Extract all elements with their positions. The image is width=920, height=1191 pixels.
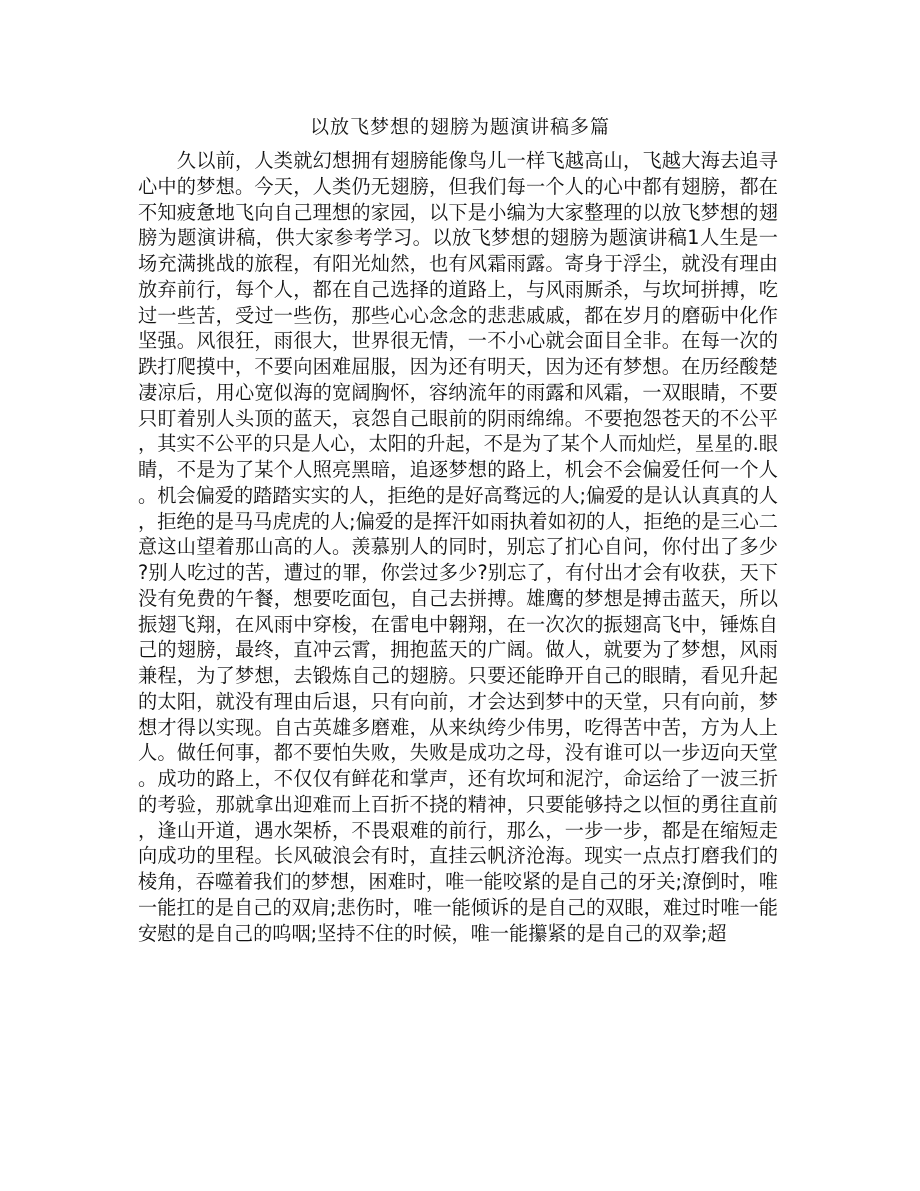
document-body: 久以前，人类就幻想拥有翅膀能像鸟儿一样飞越高山，飞越大海去追寻心中的梦想。今天，人类仍无翅膀，但我们每一个人的心中都有翅膀，都在不知疲惫地飞向自己理想的家园，以下是小编为大家整理的以放飞梦想的翅膀为题演讲稿，供大家参考学习。以放飞梦想的翅膀为题演讲稿1人生是一场充满挑战的旅程，有阳光灿然，也有风霜雨露。寄身于浮尘，就没有理由放弃前行，每个人，都在自己选择的道路上，与风雨厮杀，与坎坷拼搏，吃过一些苦，受过一些伤，那些心心念念的悲悲戚戚，都在岁月的磨砺中化作坚强。风很狂，雨很大，世界很无情，一不小心就会面目全非。在每一次的跌打爬摸中，不要向困难屈服，因为还有明天，因为还有梦想。在历经酸楚凄凉后，用心宽似海的宽阔胸怀，容纳流年的雨露和风霜，一双眼睛，不要只盯着别人头顶的蓝天，哀怨自己眼前的阴雨绵绵。不要抱怨苍天的不公平，其实不公平的只是人心，太阳的升起，不是为了某个人而灿烂，星星的.眼睛，不是为了某个人照亮黑暗，追逐梦想的路上，机会不会偏爱任何一个人。机会偏爱的踏踏实实的人，拒绝的是好高骛远的人;偏爱的是认认真真的人，拒绝的是马马虎虎的人;偏爱的是挥汗如雨执着如初的人，拒绝的是三心二意这山望着那山高的人。羡慕别人的同时，别忘了扪心自问，你付出了多少?别人吃过的苦，遭过的罪，你尝过多少?别忘了，有付出才会有收获，天下没有免费的午餐，想要吃面包，自己去拼搏。雄鹰的梦想是搏击蓝天，所以振翅飞翔，在风雨中穿梭，在雷电中翱翔，在一次次的振翅高飞中，锤炼自己的翅膀，最终，直冲云霄，拥抱蓝天的广阔。做人，就要为了梦想，风雨兼程，为了梦想，去锻炼自己的翅膀。只要还能睁开自己的眼睛，看见升起的太阳，就没有理由后退，只有向前，才会达到梦中的天堂，只有向前，梦想才得以实现。自古英雄多磨难，从来纨绔少伟男，吃得苦中苦，方为人上人。做任何事，都不要怕失败，失败是成功之母，没有谁可以一步迈向天堂。成功的路上，不仅仅有鲜花和掌声，还有坎坷和泥泞，命运给了一波三折的考验，那就拿出迎难而上百折不挠的精神，只要能够持之以恒的勇往直前，逢山开道，遇水架桥，不畏艰难的前行，那么，一步一步，都是在缩短走向成功的里程。长风破浪会有时，直挂云帆济沧海。现实一点点打磨我们的棱角，吞噬着我们的梦想，困难时，唯一能咬紧的是自己的牙关;潦倒时，唯一能扛的是自己的双肩;悲伤时，唯一能倾诉的是自己的双眼，难过时唯一能安慰的是自己的呜咽;坚持不住的时候，唯一能攥紧的是自己的双拳;超	[138, 149, 778, 945]
document-title: 以放飞梦想的翅膀为题演讲稿多篇	[309, 116, 610, 138]
